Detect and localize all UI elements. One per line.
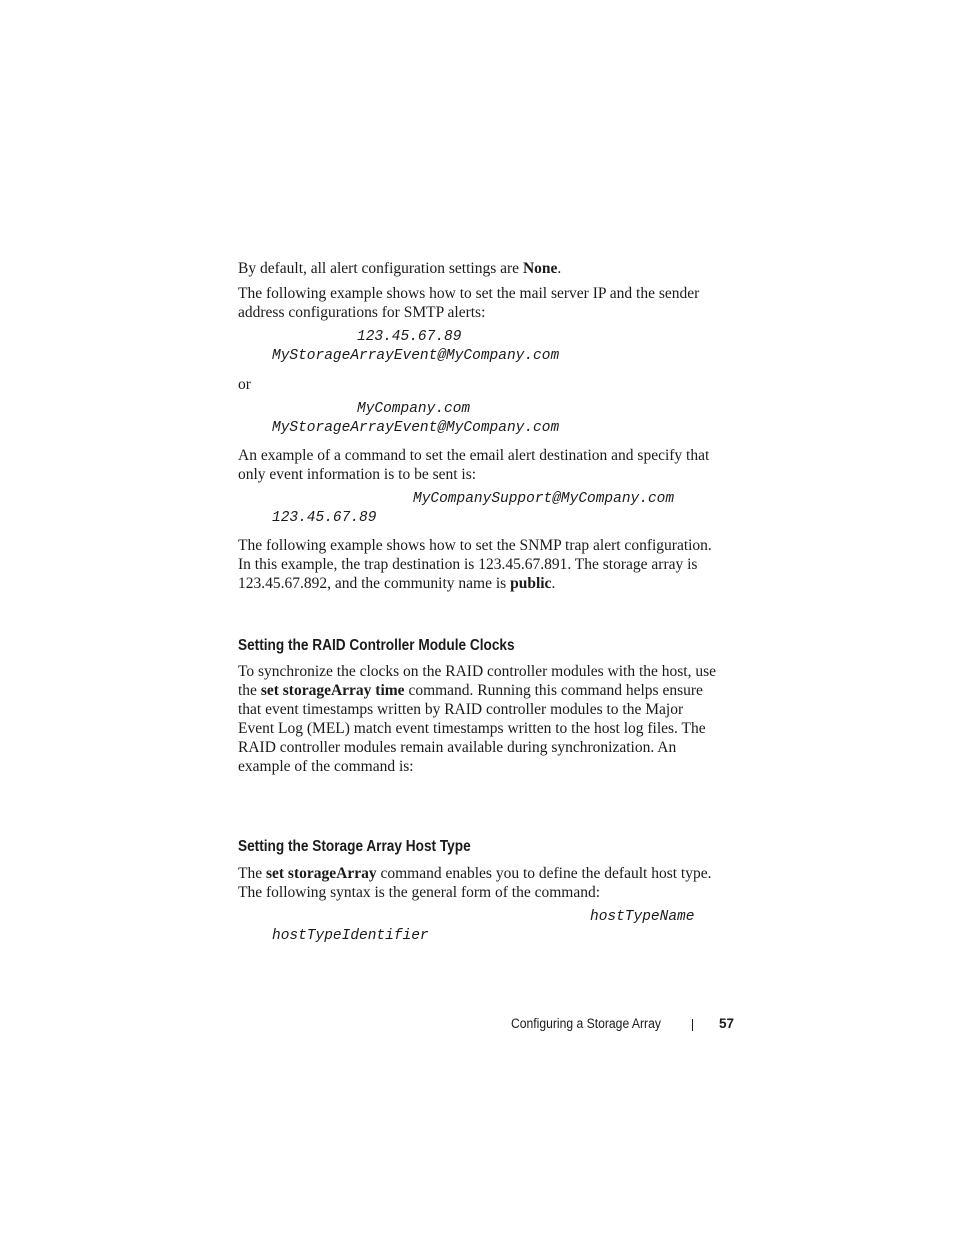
paragraph-text: . bbox=[551, 575, 556, 592]
bold-command-set-storagearray: set storageArray bbox=[265, 865, 377, 882]
paragraph-line: An example of a command to set the email alert destination and specify that bbox=[238, 447, 710, 464]
paragraph-line: The following example shows how to set the SNMP trap alert configuration. bbox=[238, 537, 712, 554]
paragraph-line: only event information is to be sent is: bbox=[238, 466, 477, 483]
paragraph-text: the bbox=[238, 682, 261, 699]
bold-term-none: None bbox=[522, 260, 558, 277]
code-arg-email-destination: MyCompanySupport@MyCompany.com bbox=[413, 491, 675, 507]
paragraph-line: The following syntax is the general form of the command: bbox=[238, 884, 601, 901]
host-type-paragraph bbox=[238, 864, 738, 902]
paragraph-line: Event Log (MEL) match event timestamps written to the host log files. The bbox=[238, 720, 706, 737]
section-heading-raid-clocks: Setting the RAID Controller Module Clocks bbox=[238, 637, 515, 654]
section-heading-host-type: Setting the Storage Array Host Type bbox=[238, 838, 471, 855]
paragraph-line: 123.45.67.892, and the community name is bbox=[238, 575, 511, 592]
footer-chapter-title: Configuring a Storage Array bbox=[511, 1016, 661, 1031]
paragraph-line: The following example shows how to set the mail server IP and the sender bbox=[238, 285, 700, 302]
page-number: 57 bbox=[719, 1016, 735, 1031]
code-arg-mail-server-ip: 123.45.67.89 bbox=[357, 329, 462, 345]
code-arg-host-type-identifier: hostTypeIdentifier bbox=[272, 928, 429, 944]
paragraph-text: . bbox=[557, 260, 562, 277]
snmp-example-paragraph bbox=[238, 536, 738, 593]
bold-term-public: public bbox=[510, 575, 552, 592]
bold-command-set-time: set storageArray time bbox=[260, 682, 405, 699]
code-arg-sender-address: MyStorageArrayEvent@MyCompany.com bbox=[272, 420, 560, 436]
paragraph-line: RAID controller modules remain available during synchronization. An bbox=[238, 739, 677, 756]
paragraph-text: command enables you to define the default host type. bbox=[376, 865, 712, 882]
code-arg-sender-address: MyStorageArrayEvent@MyCompany.com bbox=[272, 348, 560, 364]
paragraph-line: address configurations for SMTP alerts: bbox=[238, 304, 486, 321]
paragraph-text: By default, all alert configuration settings are bbox=[238, 260, 523, 277]
paragraph-line: example of the command is: bbox=[238, 758, 414, 775]
raid-clocks-paragraph bbox=[238, 662, 738, 776]
code-arg-mail-server-name: MyCompany.com bbox=[357, 401, 471, 417]
paragraph-text: command. Running this command helps ensure bbox=[404, 682, 703, 699]
paragraph-line: that event timestamps written by RAID controller modules to the Major bbox=[238, 701, 684, 718]
paragraph-text: The bbox=[238, 865, 266, 882]
footer-divider bbox=[692, 1019, 693, 1031]
default-settings-paragraph bbox=[238, 259, 738, 278]
smtp-example-paragraph bbox=[238, 284, 738, 322]
email-destination-paragraph bbox=[238, 446, 738, 484]
code-arg-host-type-name: hostTypeName bbox=[590, 909, 695, 925]
paragraph-line: To synchronize the clocks on the RAID controller modules with the host, use bbox=[238, 663, 717, 680]
code-arg-ip-address: 123.45.67.89 bbox=[272, 510, 377, 526]
or-text: or bbox=[238, 376, 251, 393]
paragraph-line: In this example, the trap destination is 123.45.67.891. The storage array is bbox=[238, 556, 698, 573]
